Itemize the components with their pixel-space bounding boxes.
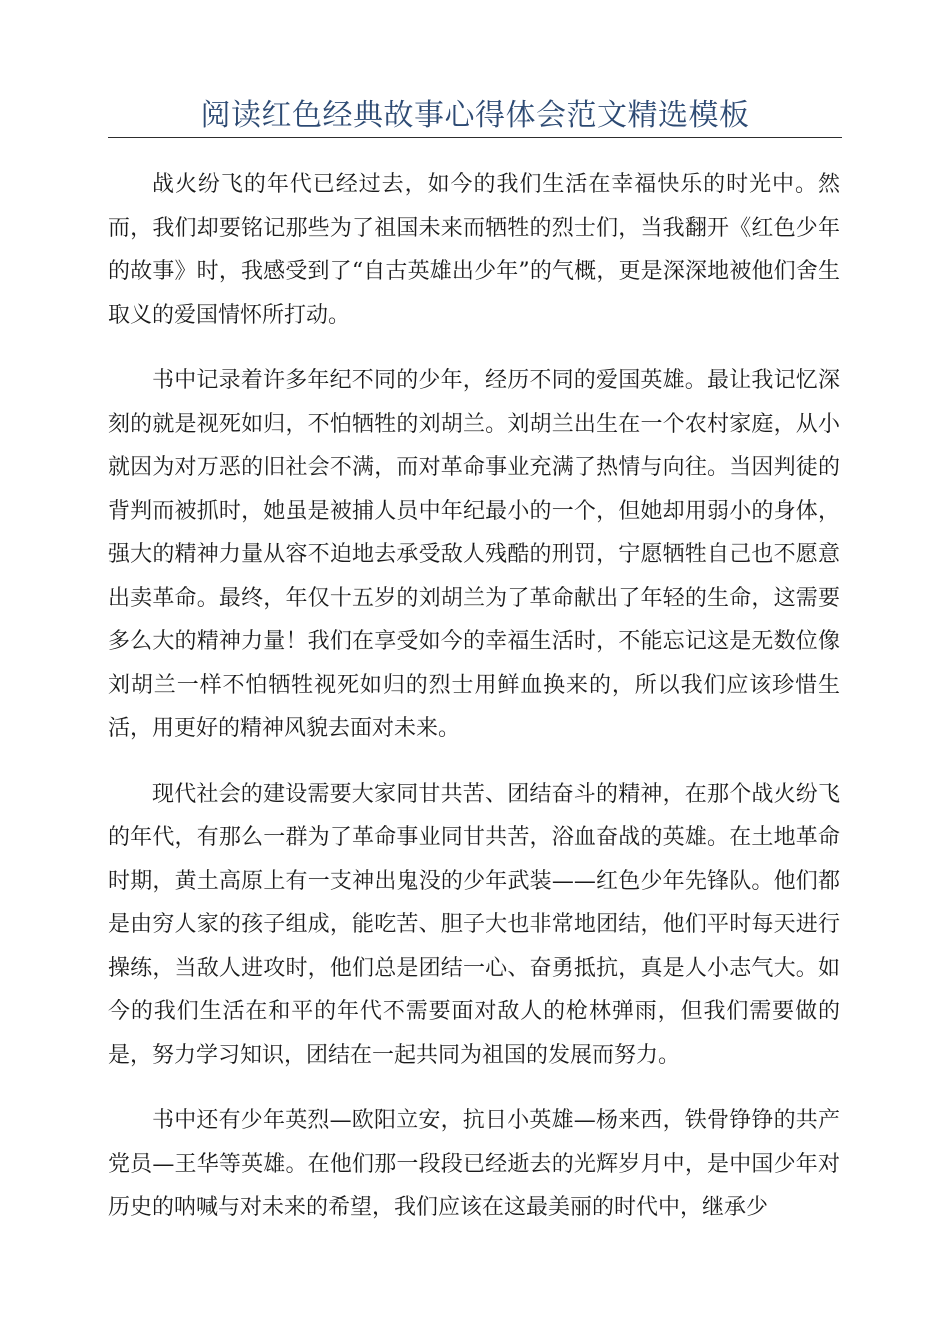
paragraph: 现代社会的建设需要大家同甘共苦、团结奋斗的精神，在那个战火纷飞的年代，有那么一群为了革命事业同甘共苦，浴血奋战的英雄。在土地革命时期，黄土高原上有一支神出鬼没的少年武装——红色少年先锋队。他们都是由穷人家的孩子组成，能吃苦、胆子大也非常地团结，他们平时每天进行操练，当敌人进攻时，他们总是团结一心、奋勇抵抗，真是人小志气大。如今的我们生活在和平的年代不需要面对敌人的枪林弹雨，但我们需要做的是，努力学习知识，团结在一起共同为祖国的发展而努力。 (108, 781, 840, 1068)
paragraph: 书中还有少年英烈—欧阳立安，抗日小英雄—杨来西，铁骨铮铮的共产党员—王华等英雄。在他们那一段段已经逝去的光辉岁月中，是中国少年对历史的呐喊与对未来的希望，我们应该在这最美丽的时代中，继承少 (108, 1108, 840, 1220)
document-title: 阅读红色经典故事心得体会范文精选模板 (200, 98, 750, 133)
title-underline (108, 137, 842, 138)
document-body (108, 163, 840, 1252)
paragraph: 书中记录着许多年纪不同的少年，经历不同的爱国英雄。最让我记忆深刻的就是视死如归，不怕牺牲的刘胡兰。刘胡兰出生在一个农村家庭，从小就因为对万恶的旧社会不满，而对革命事业充满了热情与向往。当因判徒的背判而被抓时，她虽是被捕人员中年纪最小的一个，但她却用弱小的身体，强大的精神力量从容不迫地去承受敌人残酷的刑罚，宁愿牺牲自己也不愿意出卖革命。最终，年仅十五岁的刘胡兰为了革命献出了年轻的生命，这需要多么大的精神力量！我们在享受如今的幸福生活时，不能忘记这是无数位像刘胡兰一样不怕牺牲视死如归的烈士用鲜血换来的，所以我们应该珍惜生活，用更好的精神风貌去面对未来。 (108, 368, 840, 741)
paragraph: 战火纷飞的年代已经过去，如今的我们生活在幸福快乐的时光中。然而，我们却要铭记那些为了祖国未来而牺牲的烈士们，当我翻开《红色少年的故事》时，我感受到了“自古英雄出少年”的气概，更是深深地被他们舍生取义的爱国情怀所打动。 (108, 172, 840, 328)
